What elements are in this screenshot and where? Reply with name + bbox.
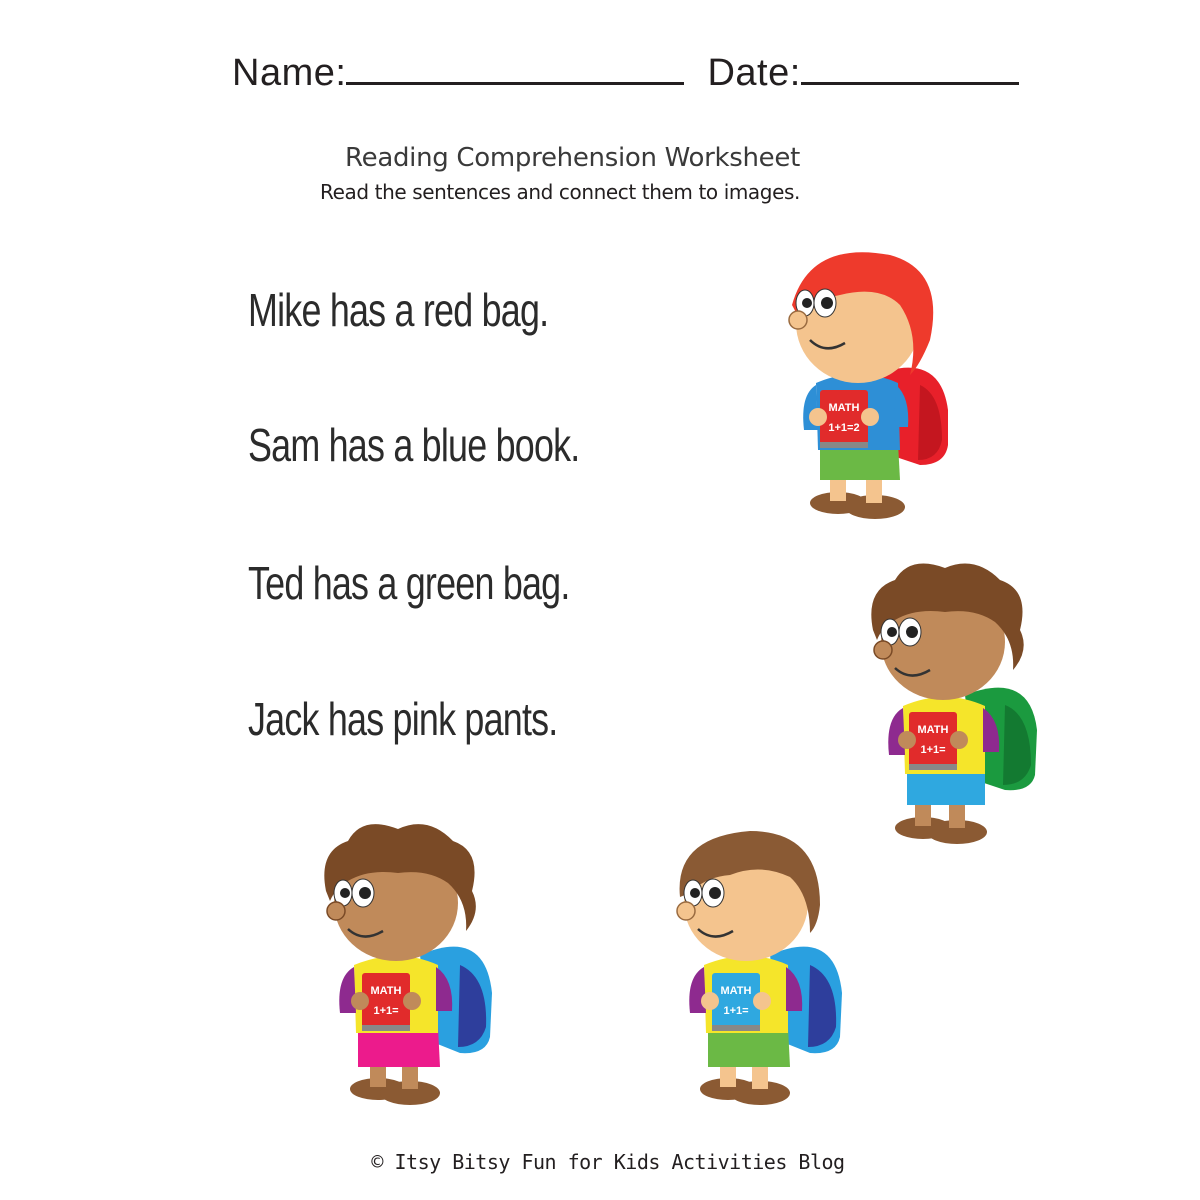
sentence-3: Ted has a green bag. (248, 557, 570, 609)
kid-red-bag-illustration (770, 245, 970, 530)
book-title: MATH (370, 985, 402, 997)
book-equation: 1+1= (373, 1005, 399, 1017)
book-title: MATH (720, 985, 752, 997)
book-equation: 1+1=2 (828, 422, 860, 434)
math-book (820, 390, 868, 448)
book-equation: 1+1= (723, 1005, 749, 1017)
math-book (712, 973, 760, 1031)
kid-blue-book-illustration (660, 815, 860, 1115)
sentence-1: Mike has a red bag. (248, 284, 549, 336)
book-title: MATH (828, 402, 860, 414)
kid-green-bag-illustration (855, 560, 1055, 855)
kid-pink-pants-illustration (310, 815, 510, 1115)
name-blank[interactable] (346, 54, 684, 85)
name-date-line (232, 52, 1019, 95)
date-label: Date: (707, 52, 801, 94)
copyright-footer: © Itsy Bitsy Fun for Kids Activities Blog (371, 1150, 845, 1174)
worksheet-instructions: Read the sentences and connect them to images. (320, 180, 800, 204)
worksheet-title: Reading Comprehension Worksheet (345, 143, 800, 173)
book-equation: 1+1= (920, 744, 946, 756)
sentence-2: Sam has a blue book. (248, 419, 580, 471)
date-blank[interactable] (801, 54, 1019, 85)
sentence-4: Jack has pink pants. (248, 693, 558, 745)
book-title: MATH (917, 724, 949, 736)
name-label: Name: (232, 52, 347, 94)
math-book (909, 712, 957, 770)
math-book (362, 973, 410, 1031)
